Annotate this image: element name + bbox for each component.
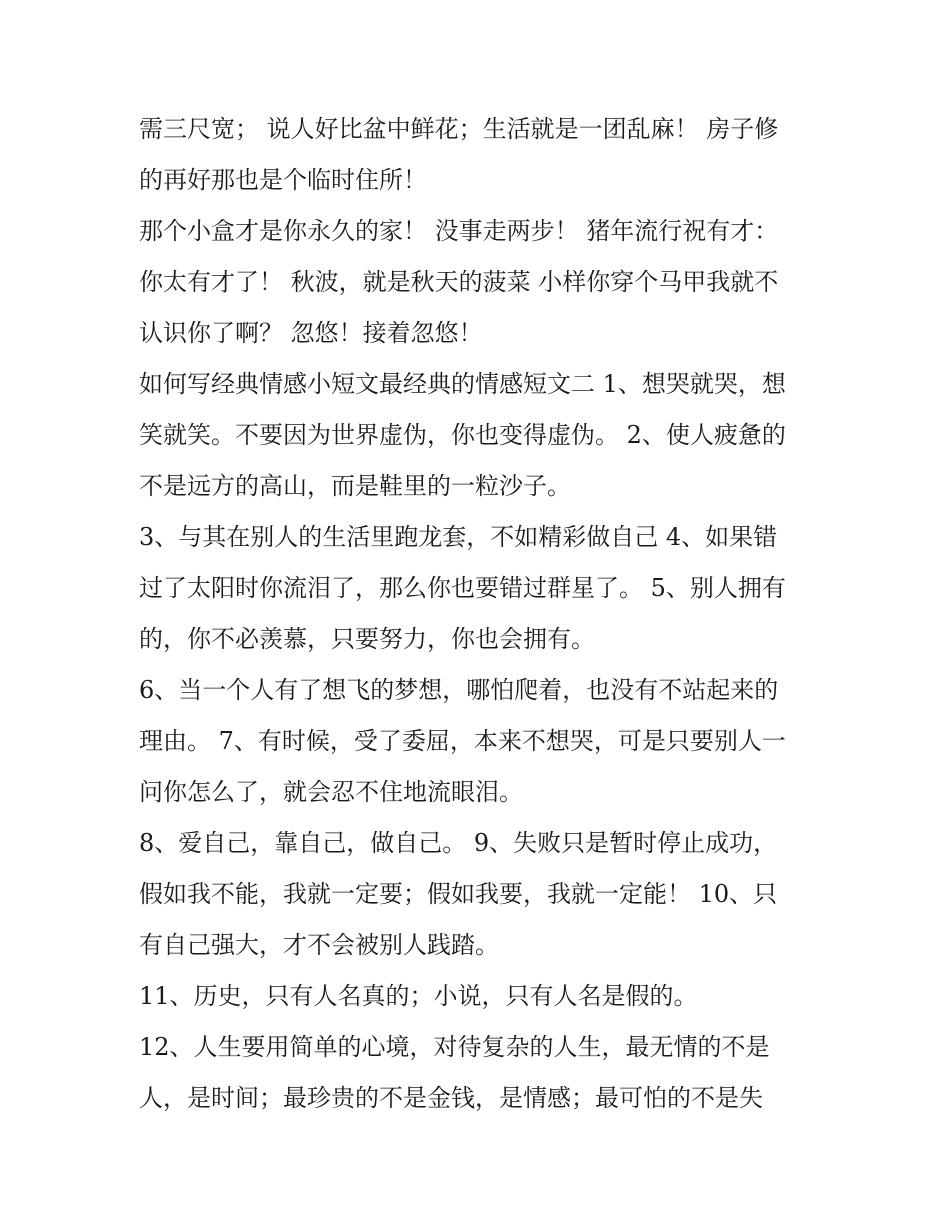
document-body (139, 104, 819, 1124)
paragraph-3 (139, 359, 819, 512)
text-line: 需三尺宽； 说人好比盆中鲜花；生活就是一团乱麻！ 房子修 (139, 115, 779, 143)
paragraph-1 (139, 104, 819, 206)
text-line: 理由。 7、有时候，受了委屈，本来不想哭，可是只要别人一 (139, 727, 786, 755)
text-line: 如何写经典情感小短文最经典的情感短文二 1、想哭就哭，想 (139, 370, 786, 398)
text-line: 人，是时间；最珍贵的不是金钱，是情感；最可怕的不是失 (139, 1084, 763, 1112)
text-line: 认识你了啊？ 忽悠！接着忽悠！ (139, 319, 483, 347)
text-line: 不是远方的高山，而是鞋里的一粒沙子。 (139, 472, 571, 500)
text-line: 6、当一个人有了想飞的梦想，哪怕爬着，也没有不站起来的 (139, 676, 779, 704)
text-line: 12、人生要用简单的心境，对待复杂的人生，最无情的不是 (139, 1033, 770, 1061)
paragraph-4 (139, 512, 819, 665)
text-line: 假如我不能，我就一定要；假如我要，我就一定能！ 10、只 (139, 880, 778, 908)
paragraph-8 (139, 1022, 819, 1124)
paragraph-2 (139, 206, 819, 359)
paragraph-7 (139, 971, 819, 1022)
text-line: 问你怎么了，就会忍不住地流眼泪。 (139, 778, 523, 806)
text-line: 8、爱自己，靠自己，做自己。 9、失败只是暂时停止成功， (139, 829, 778, 857)
text-line: 11、历史，只有人名真的；小说，只有人名是假的。 (139, 982, 698, 1010)
text-line: 笑就笑。不要因为世界虚伪，你也变得虚伪。 2、使人疲惫的 (139, 421, 786, 449)
paragraph-5 (139, 665, 819, 818)
text-line: 那个小盒才是你永久的家！ 没事走两步！ 猪年流行祝有才： (139, 217, 779, 245)
text-line: 你太有才了！ 秋波，就是秋天的菠菜 小样你穿个马甲我就不 (139, 268, 779, 296)
text-line: 3、与其在别人的生活里跑龙套，不如精彩做自己 4、如果错 (139, 523, 778, 551)
text-line: 有自己强大，才不会被别人践踏。 (139, 931, 499, 959)
text-line: 过了太阳时你流泪了，那么你也要错过群星了。 5、别人拥有 (139, 574, 786, 602)
text-line: 的，你不必羡慕，只要努力，你也会拥有。 (139, 625, 595, 653)
paragraph-6 (139, 818, 819, 971)
text-line: 的再好那也是个临时住所！ (139, 166, 427, 194)
